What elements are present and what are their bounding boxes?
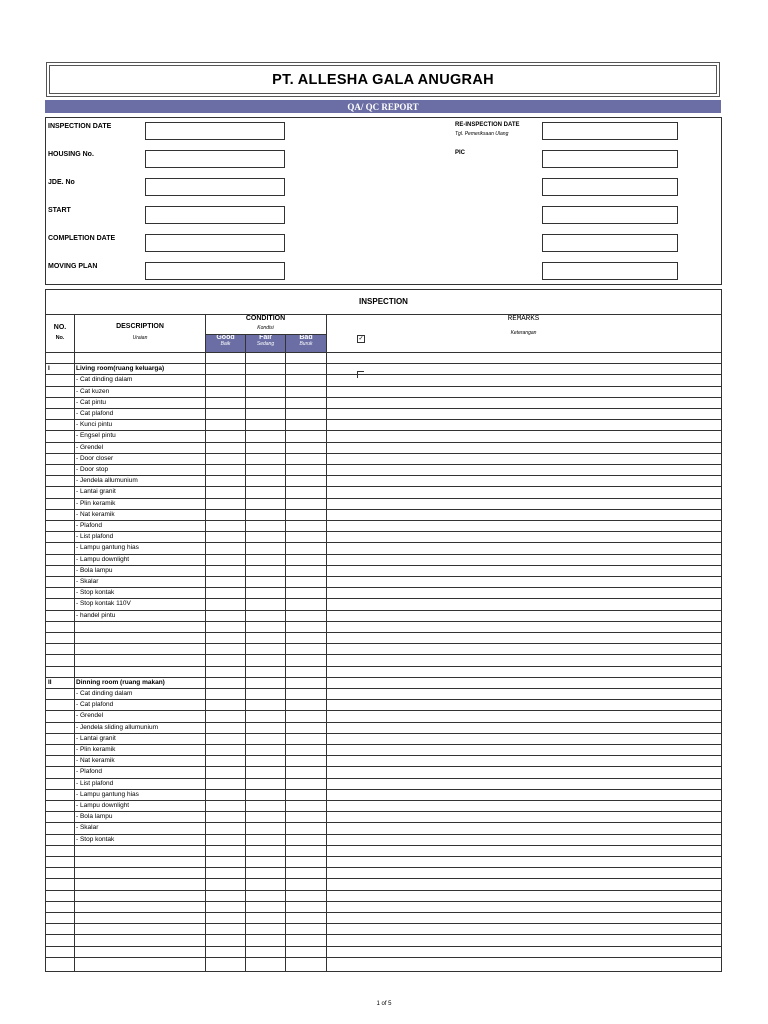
item-description: - Lampu gantung hias	[76, 790, 139, 798]
item-description: - Stop kontak	[76, 589, 115, 597]
row-divider	[46, 744, 721, 745]
item-description: - Nat keramik	[76, 510, 115, 518]
right-field-5[interactable]	[542, 234, 678, 252]
page-number: 1 of 5	[376, 1001, 392, 1007]
item-description: - Jendela sliding allumunium	[76, 723, 159, 731]
row-divider	[46, 722, 721, 723]
start-field[interactable]	[145, 206, 285, 224]
row-divider	[46, 856, 721, 857]
row-divider	[46, 710, 721, 711]
reinspection-date-sublabel: Tgl. Pemeriksaan Ulang	[455, 131, 509, 137]
no-header: NO.	[53, 324, 67, 331]
row-divider	[46, 946, 721, 947]
row-divider	[46, 587, 721, 588]
right-field-3[interactable]	[542, 178, 678, 196]
jde-no-label: JDE. No	[48, 179, 75, 186]
item-description: - Plin keramik	[76, 499, 116, 507]
pic-label: PIC	[455, 150, 466, 156]
row-divider	[46, 800, 721, 801]
row-divider	[46, 576, 721, 577]
start-label: START	[48, 207, 71, 214]
row-divider	[46, 766, 721, 767]
row-divider	[46, 542, 721, 543]
item-description: - Door stop	[76, 466, 109, 473]
condition-header: CONDITION	[245, 315, 286, 322]
item-description: - Jendela allumunium	[76, 477, 138, 485]
description-header: DESCRIPTION	[116, 323, 164, 330]
good-header	[206, 334, 245, 352]
completion-date-field[interactable]	[145, 234, 285, 252]
housing-no-label: HOUSING No.	[48, 151, 94, 158]
row-divider	[46, 755, 721, 756]
row-divider	[46, 430, 721, 431]
item-description: - Cat dinding dalam	[76, 690, 133, 697]
row-divider	[46, 789, 721, 790]
item-description: - Skalar	[76, 578, 99, 585]
row-divider	[46, 610, 721, 611]
row-divider	[46, 531, 721, 532]
row-divider	[46, 621, 721, 622]
row-divider	[46, 878, 721, 879]
row-divider	[46, 934, 721, 935]
fair-sublabel: Sedang	[256, 341, 275, 347]
row-divider	[46, 419, 721, 420]
section-heading: Living room(ruang keluarga)	[76, 365, 165, 373]
row-divider	[46, 486, 721, 487]
bad-header	[286, 334, 326, 352]
item-description: - Stop kontak 110V	[76, 600, 131, 608]
completion-date-label: COMPLETION DATE	[48, 235, 116, 242]
row-divider	[46, 901, 721, 902]
item-description: - Cat plafond	[76, 410, 114, 417]
item-description: - Lantai granit	[76, 488, 116, 496]
info-section	[45, 117, 722, 285]
item-description: - Bola lampu	[76, 813, 113, 821]
item-description: - List plafond	[76, 533, 114, 541]
moving-plan-label: MOVING PLAN	[48, 263, 98, 270]
item-description: - Engsel pintu	[76, 432, 116, 440]
bad-label: Bad	[299, 334, 313, 341]
row-divider	[46, 890, 721, 891]
right-field-4[interactable]	[542, 206, 678, 224]
housing-no-field[interactable]	[145, 150, 285, 168]
row-divider	[46, 822, 721, 823]
inspection-date-field[interactable]	[145, 122, 285, 140]
right-field-6[interactable]	[542, 262, 678, 280]
item-description: - Cat pintu	[76, 398, 106, 406]
row-divider	[46, 363, 721, 364]
item-description: - handel pintu	[76, 611, 116, 619]
description-subheader: Uraian	[132, 335, 148, 341]
row-divider	[46, 498, 721, 499]
jde-no-field[interactable]	[145, 178, 285, 196]
row-divider	[46, 374, 721, 375]
inspection-title: INSPECTION	[359, 297, 408, 306]
item-description: - Plafond	[76, 768, 103, 776]
row-number: II	[48, 678, 52, 686]
item-description: - Lampu gantung hias	[76, 544, 139, 552]
row-divider	[46, 509, 721, 510]
item-description: - Bola lampu	[76, 566, 113, 574]
row-divider	[46, 475, 721, 476]
reinspection-date-label: RE-INSPECTION DATE	[455, 122, 520, 128]
row-divider	[46, 834, 721, 835]
row-divider	[46, 778, 721, 779]
row-divider	[46, 453, 721, 454]
company-name: PT. ALLESHA GALA ANUGRAH	[49, 65, 717, 94]
item-description: - Cat kuzen	[76, 387, 110, 395]
row-divider	[46, 397, 721, 398]
row-divider	[46, 464, 721, 465]
row-number: I	[48, 365, 50, 373]
fair-header	[246, 334, 285, 352]
row-divider	[46, 677, 721, 678]
item-description: - Plafond	[76, 522, 103, 529]
bad-sublabel: Buruk	[299, 341, 313, 347]
remarks-header: REMARKS	[507, 315, 540, 323]
item-description: - Lantai granit	[76, 734, 116, 742]
item-description: - Grendel	[76, 443, 104, 451]
company-title-box	[46, 62, 720, 97]
row-divider	[46, 654, 721, 655]
item-description: - Nat keramik	[76, 757, 115, 765]
good-sublabel: Baik	[220, 341, 231, 347]
row-divider	[46, 386, 721, 387]
moving-plan-field[interactable]	[145, 262, 285, 280]
row-divider	[46, 565, 721, 566]
remarks-checkbox-icon[interactable]: ✓	[358, 336, 364, 342]
row-divider	[46, 699, 721, 700]
item-description: - Plin keramik	[76, 746, 116, 753]
section-heading: Dinning room (ruang makan)	[76, 678, 165, 686]
item-description: - Lampu downlight	[76, 802, 130, 809]
row-divider	[46, 733, 721, 734]
row-divider	[46, 632, 721, 633]
inspection-table	[45, 289, 722, 972]
item-description: - Skalar	[76, 824, 99, 832]
row-divider	[46, 666, 721, 667]
row-divider	[46, 912, 721, 913]
row-divider	[46, 442, 721, 443]
item-description: - Cat dinding dalam	[76, 376, 133, 384]
item-description: - Grendel	[76, 712, 104, 720]
fair-label: Fair	[259, 334, 272, 341]
row-divider	[46, 643, 721, 644]
row-divider	[46, 520, 721, 521]
row-divider	[46, 811, 721, 812]
item-description: - Door closer	[76, 454, 114, 462]
good-label: Good	[216, 334, 235, 341]
row-divider	[46, 845, 721, 846]
no-subheader: No.	[55, 335, 65, 341]
row-divider	[46, 688, 721, 689]
reinspection-date-field[interactable]	[542, 122, 678, 140]
row-divider	[46, 923, 721, 924]
row-divider	[46, 554, 721, 555]
item-description: - List plafond	[76, 779, 114, 787]
row-divider	[46, 598, 721, 599]
report-title-bar: QA/ QC REPORT	[45, 100, 721, 113]
item-description: - Stop kontak	[76, 835, 115, 843]
remarks-subheader: Keterangan	[510, 330, 537, 336]
row-divider	[46, 867, 721, 868]
row-divider	[46, 408, 721, 409]
inspection-date-label: INSPECTION DATE	[48, 123, 112, 130]
item-description: - Kunci pintu	[76, 421, 113, 429]
row-divider	[46, 957, 721, 958]
pic-field[interactable]	[542, 150, 678, 168]
item-description: - Cat plafond	[76, 701, 114, 709]
condition-subheader: Kondisi	[257, 325, 274, 331]
item-description: - Lampu downlight	[76, 555, 130, 563]
